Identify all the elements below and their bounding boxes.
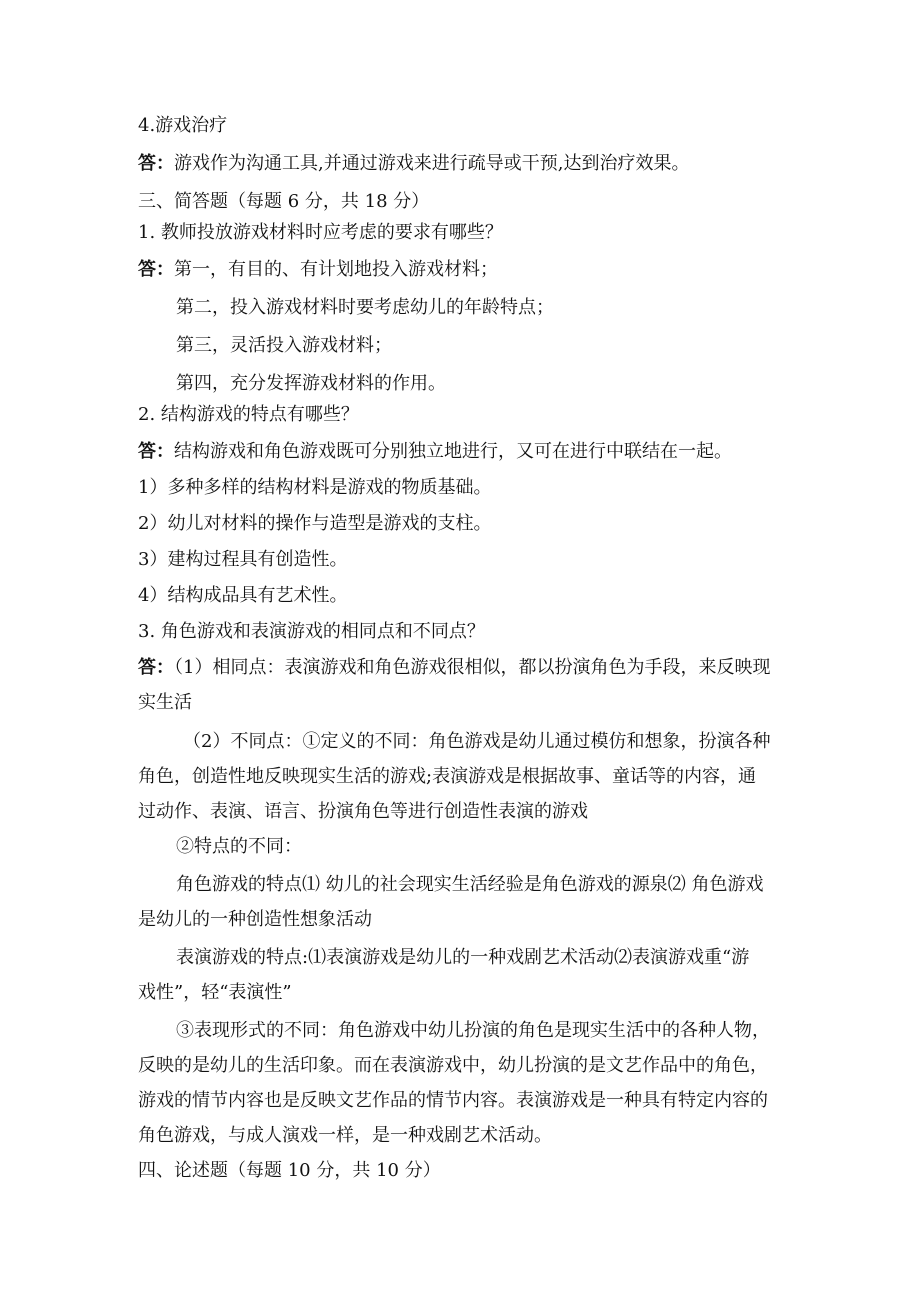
answer-label: 答： bbox=[138, 657, 174, 678]
answer-line bbox=[176, 1018, 826, 1044]
answer-line bbox=[183, 729, 833, 755]
answer-line bbox=[138, 1053, 788, 1079]
line-text: 表演游戏的特点:⑴表演游戏是幼儿的一种戏剧艺术活动⑵表演游戏重“游 bbox=[176, 947, 750, 968]
answer-label: 答： bbox=[138, 153, 174, 174]
list-item bbox=[138, 475, 788, 501]
line-text: 过动作、表演、语言、扮演角色等进行创造性表演的游戏 bbox=[138, 801, 588, 822]
list-item bbox=[138, 547, 788, 573]
answer-line bbox=[138, 690, 788, 716]
item-heading-game-therapy bbox=[138, 113, 788, 139]
line-text: 是幼儿的一种创造性想象活动 bbox=[138, 909, 372, 930]
question-3 bbox=[138, 619, 788, 645]
answer-line bbox=[138, 151, 788, 177]
answer-line bbox=[138, 439, 788, 465]
answer-line bbox=[176, 945, 826, 971]
answer-line bbox=[138, 799, 788, 825]
line-text: 三、简答题（每题 6 分，共 18 分） bbox=[138, 191, 430, 212]
line-text: 戏性”，轻“表演性” bbox=[138, 982, 292, 1003]
section-heading-short-answer bbox=[138, 189, 788, 215]
answer-label: 答： bbox=[138, 259, 174, 280]
line-text: 第四，充分发挥游戏材料的作用。 bbox=[176, 373, 446, 394]
question-1 bbox=[138, 220, 788, 246]
answer-line bbox=[138, 655, 788, 681]
line-text: 角色游戏，与成人演戏一样，是一种戏剧艺术活动。 bbox=[138, 1125, 552, 1146]
line-text: 4.游戏治疗 bbox=[138, 115, 228, 136]
line-text: 第三，灵活投入游戏材料； bbox=[176, 335, 392, 356]
list-item bbox=[138, 583, 788, 609]
answer-line bbox=[138, 764, 788, 790]
line-text: 1. 教师投放游戏材料时应考虑的要求有哪些？ bbox=[138, 222, 503, 243]
answer-line bbox=[138, 257, 788, 283]
answer-line bbox=[138, 1123, 788, 1149]
answer-line bbox=[176, 371, 826, 397]
line-text: （2）不同点：①定义的不同：角色游戏是幼儿通过模仿和想象，扮演各种 bbox=[183, 731, 771, 752]
line-text: 4）结构成品具有艺术性。 bbox=[138, 585, 348, 606]
list-item bbox=[138, 511, 788, 537]
answer-line bbox=[176, 333, 826, 359]
line-text: ②特点的不同： bbox=[176, 836, 302, 857]
line-text: 第一，有目的、有计划地投入游戏材料； bbox=[174, 259, 498, 280]
line-text: 结构游戏和角色游戏既可分别独立地进行，又可在进行中联结在一起。 bbox=[174, 441, 732, 462]
line-text: 3. 角色游戏和表演游戏的相同点和不同点？ bbox=[138, 621, 485, 642]
line-text: 四、论述题（每题 10 分，共 10 分） bbox=[138, 1160, 441, 1181]
answer-line bbox=[176, 834, 826, 860]
line-text: 2. 结构游戏的特点有哪些？ bbox=[138, 404, 359, 425]
answer-line bbox=[176, 295, 826, 321]
answer-line bbox=[176, 872, 826, 898]
line-text: 反映的是幼儿的生活印象。而在表演游戏中，幼儿扮演的是文艺作品中的角色， bbox=[138, 1055, 768, 1076]
answer-line bbox=[138, 907, 788, 933]
line-text: ③表现形式的不同：角色游戏中幼儿扮演的角色是现实生活中的各种人物， bbox=[176, 1020, 770, 1041]
section-heading-essay bbox=[138, 1158, 788, 1184]
line-text: 游戏作为沟通工具,并通过游戏来进行疏导或干预,达到治疗效果。 bbox=[174, 153, 690, 174]
line-text: （1）相同点：表演游戏和角色游戏很相似，都以扮演角色为手段，来反映现 bbox=[174, 657, 771, 678]
line-text: 2）幼儿对材料的操作与造型是游戏的支柱。 bbox=[138, 513, 492, 534]
answer-label: 答： bbox=[138, 441, 174, 462]
line-text: 3）建构过程具有创造性。 bbox=[138, 549, 348, 570]
question-2 bbox=[138, 402, 788, 428]
line-text: 实生活 bbox=[138, 692, 192, 713]
answer-line bbox=[138, 980, 788, 1006]
answer-line bbox=[138, 1088, 788, 1114]
line-text: 游戏的情节内容也是反映文艺作品的情节内容。表演游戏是一种具有特定内容的 bbox=[138, 1090, 768, 1111]
line-text: 第二，投入游戏材料时要考虑幼儿的年龄特点； bbox=[176, 297, 554, 318]
line-text: 1）多种多样的结构材料是游戏的物质基础。 bbox=[138, 477, 492, 498]
line-text: 角色，创造性地反映现实生活的游戏;表演游戏是根据故事、童话等的内容，通 bbox=[138, 766, 757, 787]
line-text: 角色游戏的特点⑴ 幼儿的社会现实生活经验是角色游戏的源泉⑵ 角色游戏 bbox=[176, 874, 764, 895]
